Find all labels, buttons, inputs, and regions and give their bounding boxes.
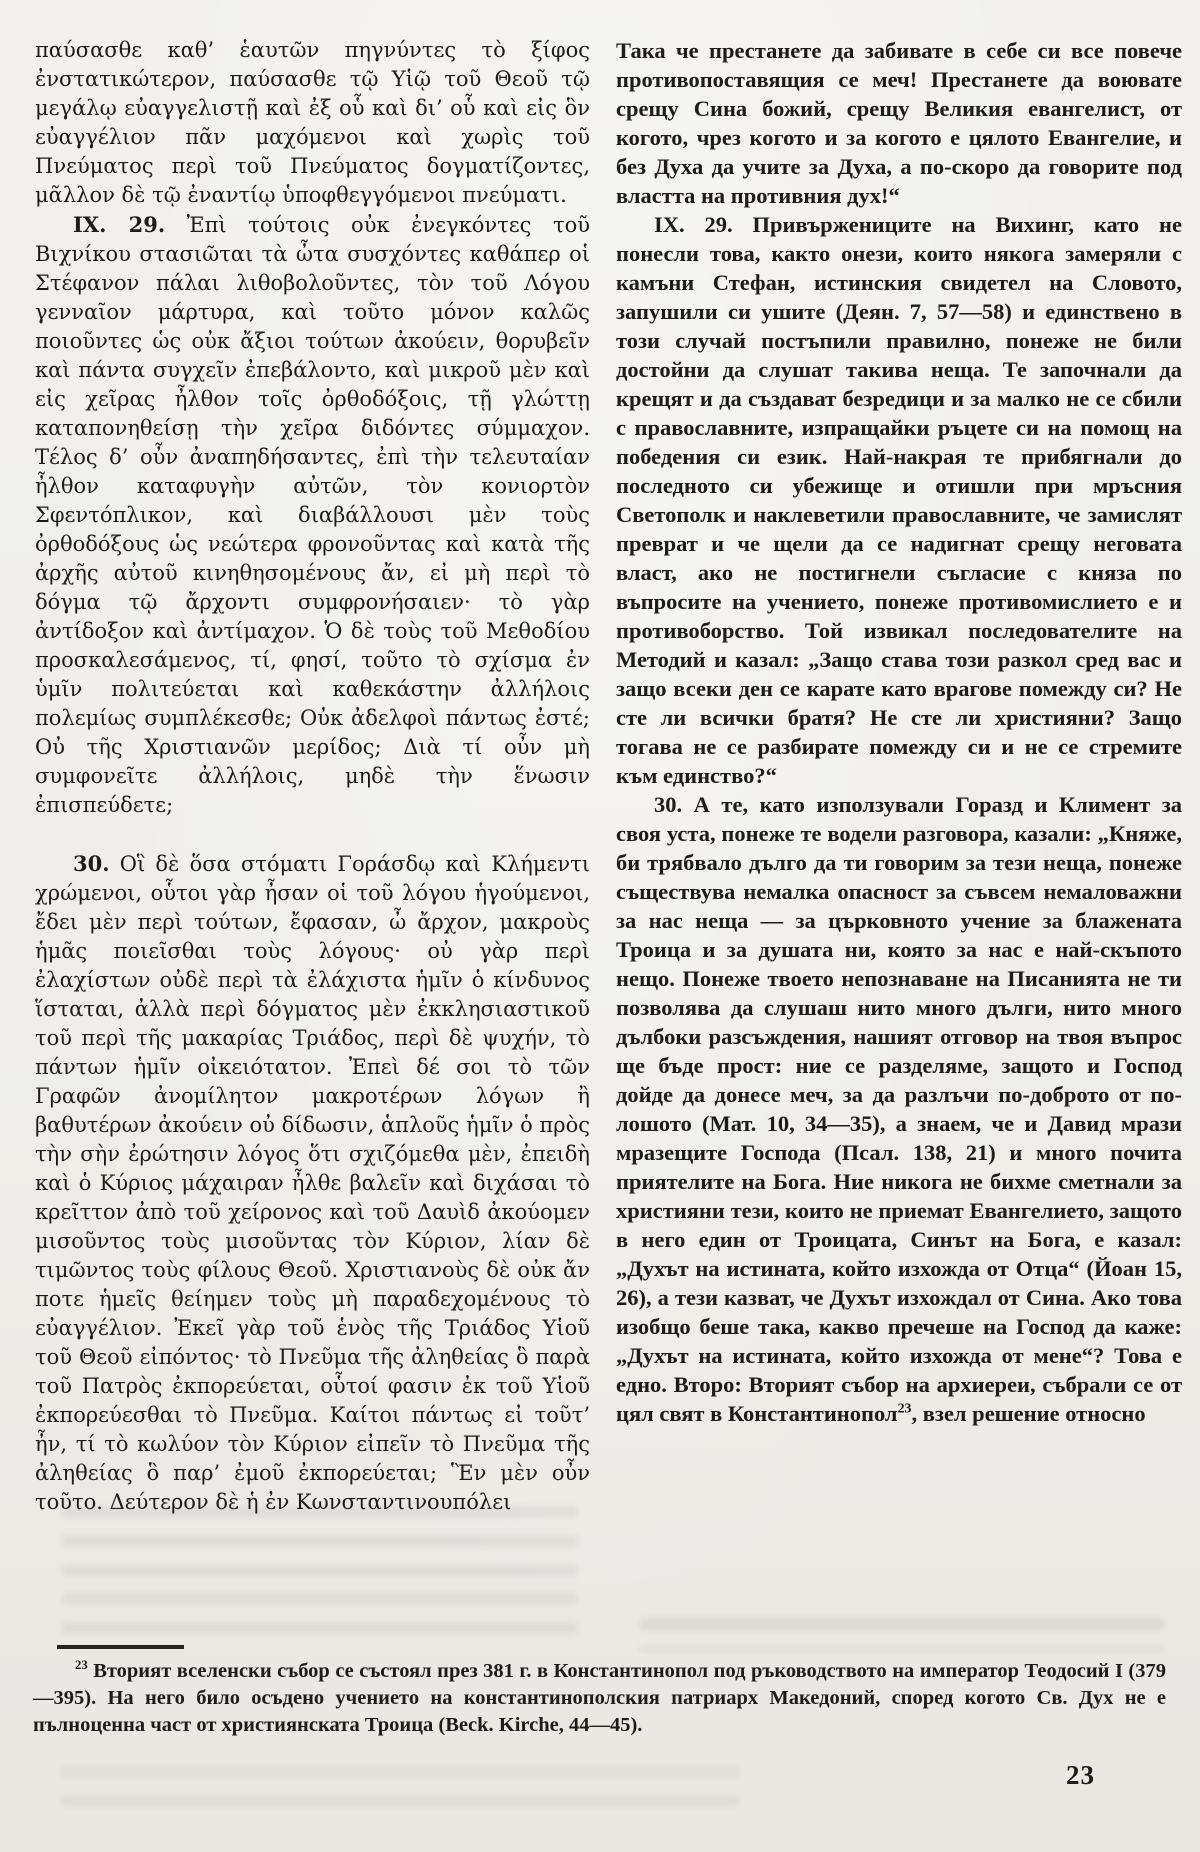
section-number: IX. 29. [73, 212, 166, 237]
paragraph-text: Οἳ δὲ ὅσα στόματι Γοράσδῳ καὶ Κλήμεντι χρώμενοι, οὗτοι γὰρ ἦσαν οἱ τοῦ λόγου ἡγούμενοι, ἔδει μὲν περὶ τούτων, ἔφασαν, ὦ ἄρχον, μακροὺς ἡμᾶς ποιεῖσθαι τοὺς λόγους· οὐ γὰρ περὶ ἐλαχίστων οὐδὲ περὶ τὰ ἐλάχιστα ἡμῖν ὁ κίνδυνος ἵσταται, ἀλλὰ περὶ δόγματος μὲν ἐκκλησιαστικοῦ τοῦ περὶ τῆς μακαρίας Τριάδος, περὶ δὲ ψυχήν, τὸ πάντων ἡμῖν οἰκειότατον. Ἐπεὶ δέ σοι τὸ τῶν Γραφῶν ἀνομίλητον μακροτέρων λόγων ἢ βαθυτέρων ἀκούειν οὐ δίδωσιν, ἁπλοῦς ἡμῖν ὁ πρὸς τὴν σὴν ἐρώτησιν λόγος ὅτι σχιζόμεθα μὲν, ἐπειδὴ καὶ ὁ Κύριος μάχαιραν ἦλθε βαλεῖν καὶ διχάσαι τὸ κρεῖττον ἀπὸ τοῦ χείρονος καὶ τοῦ Δαυὶδ ἀκούομεν μισοῦντος τοὺς μισοῦντας τὸν Κύριον, λίαν δὲ τιμῶντος τοὺς φίλους Θεοῦ. Χριστιανοὺς δὲ οὐκ ἄν ποτε ἡμεῖς θείημεν τοὺς μὴ παραδεχομένους τὸ εὐαγγέλιον. Ἐκεῖ γὰρ τοῦ ἑνὸς τῆς Τριάδος Υἱοῦ τοῦ Θεοῦ εἰπόντος· τὸ Πνεῦμα τῆς ἀληθείας ὃ παρὰ τοῦ Πατρὸς ἐκπορεύεται, οὗτοί φασιν ἐκ τοῦ Υἱοῦ ἐκπορεύεσθαι τὸ Πνεῦμα. Καίτοι πάντως εἰ τοῦτ’ ἦν, τί τὸ κωλύον τὸν Κύριον εἰπεῖν τὸ Πνεῦμα τῆς ἀληθείας ὃ παρ’ ἐμοῦ ἐκπορεύεται; Ἓν μὲν οὖν τοῦτο. Δεύτερον δὲ ἡ ἐν Κωνσταντινουπόλει [35, 852, 590, 1514]
section-number: 30. [73, 851, 110, 876]
greek-paragraph-continuation [35, 36, 590, 210]
page-number: 23 [1066, 1760, 1095, 1790]
greek-paragraph-ix-29 [35, 210, 590, 820]
footnote-marker: 23 [75, 1658, 88, 1673]
bulgarian-paragraph-ix-29 [616, 210, 1182, 790]
paragraph-text: παύσασθε καθ’ ἑαυτῶν πηγνύντες τὸ ξίφος ἐνστατικώτερον, παύσασθε τῷ Υἱῷ τοῦ Θεοῦ τῷ μεγάλῳ εὐαγγελιστῇ καὶ ἐξ οὗ καὶ δι’ οὗ καὶ εἰς ὃν εὐαγγέλιον πᾶν μαχόμενοι καὶ χωρὶς τοῦ Πνεύματος περὶ τοῦ Πνεύματος δογματίζοντες, μᾶλλον δὲ τῷ ἐναντίῳ ὑποφθεγγόμενοι πνεύματι. [35, 38, 590, 207]
greek-paragraph-30 [35, 849, 590, 1517]
scan-bleed-through-artifact [640, 1608, 1165, 1652]
greek-text-column [35, 36, 590, 1517]
bulgarian-paragraph-continuation [616, 36, 1182, 210]
footnote-text: Вторият вселенски събор се състоял през 381 г. в Константинопол под ръководството на император Теодосий I (379—395). На него било осъдено учението на константинополския патриарх Македоний, според когото Св. Дух не е пълноценна част от християнската Троица (Beck. Kirche, 44—45). [33, 1660, 1166, 1736]
footnote-reference-marker: 23 [897, 1401, 912, 1417]
paragraph-text: Така че престанете да забивате в себе си все повече противопоставящия се меч! Престанете да воювате срещу Сина божий, срещу Великия евангелист, от когото, чрез когото и за когото е цялото Евангелие, и без Духа да учите за Духа, а по-скоро да говорите под властта на противния дух!“ [616, 38, 1182, 208]
paragraph-text: Ἐπὶ τούτοις οὐκ ἐνεγκόντες τοῦ Βιχνίκου στασιῶται τὰ ὦτα συσχόντες καθάπερ οἱ Στέφανον πάλαι λιθοβολοῦντες, τὸν τοῦ Λόγου γενναῖον μάρτυρα, καὶ τοῦτο μόνον καλῶς ποιοῦντες ὡς οὐκ ἄξιοι τούτων ἀκούειν, θορυβεῖν καὶ πάντα συγχεῖν ἐπεβάλοντο, καὶ μικροῦ μὲν καὶ εἰς χεῖρας ἦλθον τοῖς ὀρθοδόξοις, τῇ γλώττῃ καταπονηθείσῃ τὴν χεῖρα διδόντες σύμμαχον. Τέλος δ’ οὖν ἀναπηδήσαντες, ἐπὶ τὴν τελευταίαν ἦλθον καταφυγὴν αὐτῶν, τὸν κονιορτὸν Σφεντόπλικον, καὶ διαβάλλουσι μὲν τοὺς ὀρθοδόξους ὡς νεώτερα φρονοῦντας καὶ κατὰ τῆς ἀρχῆς αὐτοῦ κινηθησομένους ἄν, εἰ μὴ περὶ τὸ δόγμα τῷ ἄρχοντι συμφρονήσαιεν· τὸ γὰρ ἀντίδοξον καὶ ἀντίμαχον. Ὁ δὲ τοὺς τοῦ Μεθοδίου προσκαλεσάμενος, τί, φησί, τοῦτο τὸ σχίσμα ἐν ὑμῖν πολιτεύεται καὶ καθεκάστην ἀλλήλοις πολεμίως συμπλέκεσθε; Οὐκ ἀδελφοὶ πάντως ἐστέ; Οὐ τῆς Χριστιανῶν μερίδος; Διὰ τί οὖν μὴ συμφονεῖτε ἀλλήλοις, μηδὲ τὴν ἕνωσιν ἐπισπεύδετε; [35, 213, 590, 817]
paragraph-text-after-reference: , взел решение относно [911, 1401, 1146, 1426]
footnote [33, 1658, 1166, 1739]
paragraph-text: Привържениците на Вихинг, като не понесли това, както онези, които някога замеряли с камъни Стефан, истинския свидетел на Словото, запушили си ушите (Деян. 7, 57—58) и единствено в този случай постъпили правилно, понеже не били достойни да слушат такива неща. Те започнали да крещят и да създават безредици и за малко не се сбили с православните, изпращайки ръцете си на помощ на победения си език. Най-накрая те прибягнали до последното си убежище и отишли при мръсния Светополк и наклеветили православните, че замислят преврат и че щели да се надигнат срещу неговата власт, ако не постигнели съгласие с княза по въпросите на учението, понеже противомислието е и противоборство. Той извикал последователите на Методий и казал: „Защо става този разкол сред вас и защо всеки ден се карате като врагове помежду си? Не сте ли всички братя? Не сте ли християни? Защо тогава не се разбирате помежду си и не се стремите към единство?“ [616, 212, 1182, 788]
bulgarian-paragraph-30 [616, 790, 1182, 1428]
paragraph-text: А те, като използували Горазд и Климент за своя уста, понеже те водели разговора, казали: „Княже, би трябвало дълго да ти говорим за тези неща, понеже съществува немалка опасност за съвсем немаловажни за нас неща — за църковното учение за блажената Троица и за душата ни, която за нас е най-скъпото нещо. Понеже твоето непознаване на Писанията не ти позволява да слушаш нито много дълги, нито много дълбоки разсъждения, нашият отговор на твоя въпрос ще бъде прост: ние се разделяме, защото и Господ дойде да донесе меч, за да разлъчи по-доброто от по-лошото (Мат. 10, 34—35), а знаем, че и Давид мрази мразещите Господа (Псал. 138, 21) и много почита приятелите на Бога. Ние никога не бихме сметнали за християни тези, които не приемат Евангелието, защото в него един от Троицата, Синът на Бога, е казал: „Духът на истината, който изхожда от Отца“ (Йоан 15, 26), а тези казват, че Духът изхождал от Сина. Ако това изобщо беше така, какво пречеше на Господ да каже: „Духът на истината, който изхожда от мене“? Това е едно. Второ: Вторият събор на архиереи, събрали се от цял свят в Константинопол [616, 792, 1182, 1426]
scan-bleed-through-artifact [62, 1496, 577, 1638]
bulgarian-text-column [616, 36, 1182, 1428]
scan-bleed-through-artifact [60, 1756, 740, 1814]
footnote-separator-rule [57, 1645, 184, 1649]
section-number: 30. [654, 792, 683, 817]
section-number: IX. 29. [654, 212, 733, 237]
